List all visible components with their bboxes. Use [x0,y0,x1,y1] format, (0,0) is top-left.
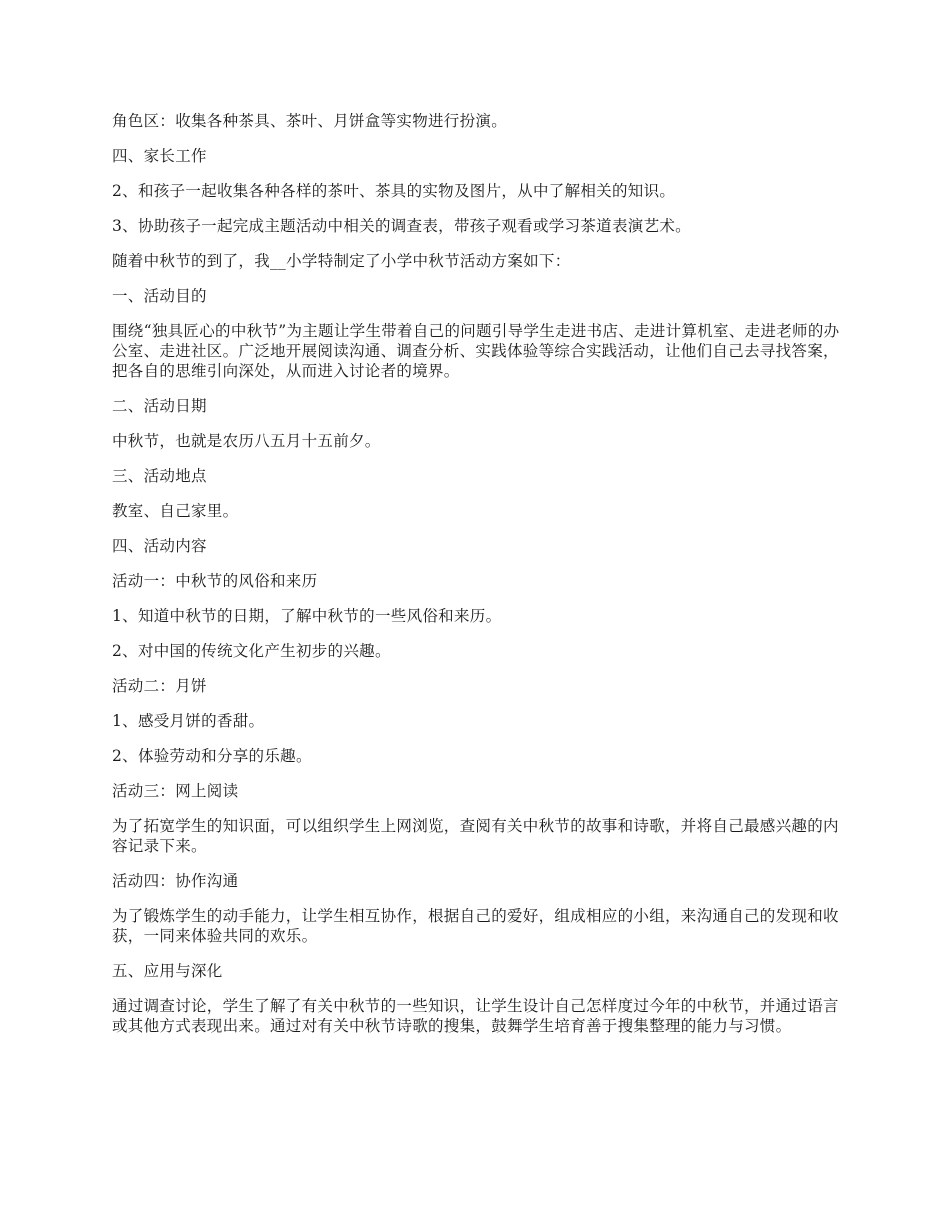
paragraph: 为了拓宽学生的知识面，可以组织学生上网浏览，查阅有关中秋节的故事和诗歌，并将自己最感兴趣的内容记录下来。 [112,817,839,855]
paragraph: 围绕“独具匠心的中秋节”为主题让学生带着自己的问题引导学生走进书店、走进计算机室、走进老师的办公室、走进社区。广泛地开展阅读沟通、调查分析、实践体验等综合实践活动，让他们自己去寻找答案，把各自的思维引向深处，从而进入讨论者的境界。 [112,322,840,380]
paragraph: 角色区：收集各种茶具、茶叶、月饼盒等实物进行扮演。 [112,112,508,130]
section-heading: 四、家长工作 [112,147,207,165]
subsection-heading: 活动三：网上阅读 [112,782,239,800]
subsection-heading: 活动四：协作沟通 [112,872,239,890]
paragraph: 2、体验劳动和分享的乐趣。 [112,747,312,765]
document-body [112,111,842,1051]
paragraph: 2、和孩子一起收集各种各样的茶叶、茶具的实物及图片，从中了解相关的知识。 [112,182,676,200]
paragraph: 1、感受月饼的香甜。 [112,712,265,730]
paragraph: 中秋节，也就是农历八五月十五前夕。 [112,432,381,450]
paragraph: 教室、自己家里。 [112,502,239,520]
paragraph: 为了锻炼学生的动手能力，让学生相互协作，根据自己的爱好，组成相应的小组，来沟通自己的发现和收获，一同来体验共同的欢乐。 [112,907,839,945]
paragraph: 3、协助孩子一起完成主题活动中相关的调查表，带孩子观看或学习茶道表演艺术。 [112,217,691,235]
paragraph: 1、知道中秋节的日期，了解中秋节的一些风俗和来历。 [112,607,502,625]
section-heading: 五、应用与深化 [112,962,223,980]
section-heading: 一、活动目的 [112,287,207,305]
section-heading: 二、活动日期 [112,397,207,415]
paragraph: 随着中秋节的到了，我__小学特制定了小学中秋节活动方案如下： [112,252,571,270]
section-heading: 四、活动内容 [112,537,207,555]
paragraph: 通过调查讨论，学生了解了有关中秋节的一些知识，让学生设计自己怎样度过今年的中秋节，并通过语言或其他方式表现出来。通过对有关中秋节诗歌的搜集，鼓舞学生培育善于搜集整理的能力与习惯。 [112,997,839,1035]
paragraph: 2、对中国的传统文化产生初步的兴趣。 [112,642,391,660]
section-heading: 三、活动地点 [112,467,207,485]
subsection-heading: 活动二：月饼 [112,677,207,695]
subsection-heading: 活动一：中秋节的风俗和来历 [112,572,318,590]
